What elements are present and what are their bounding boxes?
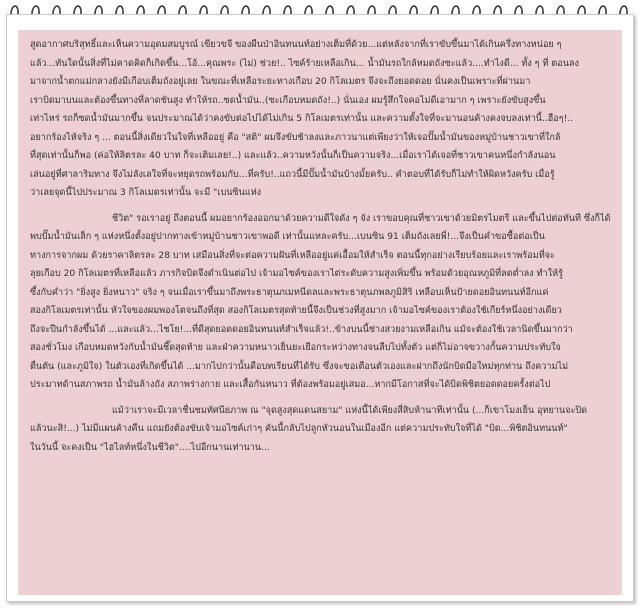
text-line: อยากร้องไห้จริง ๆ ... ตอนนี้สิ่งเดียวในใจที่เหลืออยู่ คือ "สติ" ผมจึงขับช้าลงและภาวนาแต่เพียงว่าให้เจอปั๊มน้ำมันของหมู่บ้านชาวเขาที่ใกล้ [30, 132, 561, 143]
text-line: เท่าไหร่ รถก็ซดน้ำมันมากขึ้น จนประมาณได้ว่าคงขับต่อไปได้ไม่เกิน 5 กิโลเมตรเท่านั้น และความตั้งใจที่จะมานอนค้างคงจบลงเท่านี้..ฮือๆ!.. [30, 114, 574, 124]
text-line: แม้ว่าเราจะมีเวลาชื่นชมทัศนียภาพ ณ "จุดสูงสุดแดนสยาม" แห่งนี้ได้เพียงสี่สิบห้านาทีเท่านั้น (...ก็เขาโมงเย็น อุทยานจะปิด [112, 405, 588, 416]
text-line: มาจากน้ำตกแม่กลางยังมีเกือบเต็มถังอยู่เลย ในขณะที่เหลือระยะทางเกือบ 20 กิโลเมตร จึงจะถึงยอดดอย นั่นคงเป็นเพราะที่ผ่านมา [30, 77, 531, 87]
text-line: ชีวิต" รอเราอยู่ ถึงตอนนี้ ผมอยากร้องออกมาด้วยความดีใจดัง ๆ จัง เราขอบคุณที่ชาวเขาด้วยมิตรไมตรี และขึ้นไปต่อทันที ซึ่งก็ได้ [112, 213, 610, 224]
text-line: สองกิโลเมตรเท่านั้น หัวใจของผมพองโตจนถึงที่สุด สองกิโลเมตรสุดท้ายนี้จึงเป็นช่วงที่สูงมาก เจ้ามอไซค์ของเราต้องใช้เกียร์หนึ่งอย่างเดียว [30, 306, 562, 316]
text-line: ซึ้งกับคำว่า "ยิ่งสูง ยิ่งหนาว" จริง ๆ จนเมื่อเราขึ้นมาถึงพระธาตุนภเมทนีดลและพระธาตุนภพลภูมิสิริ เหลือบเห็นป้ายดอยอินทนนท์อีกแค่ [30, 287, 549, 298]
text-line: แล้ว...ทันใดนั้นสิ่งที่ไม่คาดคิดก็เกิดขึ้น...โอ้...คุณพระ (ไม่) ช่วย!.. ไซค์ร้ายเหลือเกิน... น้ำมันรถใกล้หมดถังซะแล้ว....ทำไงดี... ทั้ง ๆ ที่ ตอนลง [30, 58, 579, 69]
text-line: ทางการจากผม ด้วยราคาลิตรละ 28 บาท เสมือนสิ่งที่จะต่อความฝันที่เหลืออยู่แค่เอื้อมให้สำเร็จ ตอนนี้ทุกอย่างเรียบร้อยและเราพร้อมที่จะ [30, 250, 555, 261]
article-body [18, 30, 622, 595]
paragraph-2 [30, 210, 610, 395]
text-line: แล้วนะสิ!...) ไม่มีแผนค้างคืน แถมยังต้องขับเจ้ามอไซค์เก่าๆ คันนี้กลับไปลูกหัวนอนในเมืองอีก แต่ความประทับใจที่ได้ "บิด...พิชิตอินทนนท์" [30, 424, 568, 434]
text-line: สองชั่วโมง เกือบหมดหวังกับน้ำมันชี๊ดสุดท้าย และฝ่าความหนาวเย็นยะเยือกระหว่างทางจนลืบไปทั้งตัว แต่ก็ไม่อาจขวางกั้นความประทับใจ [30, 343, 561, 353]
text-line: เล่นอยู่ที่ศาลาริมทาง จึงไม่ลังเลใจที่จะหยุดรถพร้อมกับ...ที่ครับ!..แถวนี้มีปั๊มน้ำมันบ้างมั้ยครับ.. คำตอบที่ได้รับก็ไม่ทำให้ผิดหวังครับ เมื่อรู้ [30, 169, 555, 180]
text-line: ว่าเลยจุดนี้ไปประมาณ 3 กิโลเมตรเท่านั้น จะมี "เบนซินแห่ง [30, 188, 262, 198]
text-line: สูดอากาศบริสุทธิ์และเห็นความอุดมสมบูรณ์ เขียวขจี ของผืนป่าอินทนนท์อย่างเต็มที่ด้วย...แต่หลังจากที่เราขับขึ้นมาได้เกินครึ่งทางหน่อย ๆ [30, 40, 562, 50]
text-line: ที่สุดเท่านั้นก็พอ (ค่อให้ลิตรละ 40 บาท ก็จะเติมเลย!..) และแล้ว..ความหวังนั้นก็เป็นความจริง...เมื่อเราได้เจอที่ชาวเขาคนหนึ่งกำลังนอน [30, 151, 556, 161]
text-line: พบปั๊มน้ำมันเล็ก ๆ แห่งหนึ่งตั้งอยู่ปากทางเข้าหมู่บ้านชาวเขาพอดี เท่านั้นแหละครับ...เบนซิน 91 เต็มถังเลยพี่!...จึงเป็นคำขอซื้อต่อเป็น [30, 232, 545, 242]
text-line: ในวันนี้ จะคงเป็น "ไฮไลท์หนึ่งในชีวิต"....ไปอีกนานเท่านาน... [30, 442, 270, 453]
text-line: ประมาทด้านสภาพรถ น้ำมันล้างถัง สภาพร่างกาย และเสื้อกันหนาว ที่ต้องพร้อมอยู่เสมอ...หากมีโอกาสที่จะได้บิดพิชิตยอดดอยครั้งต่อไป [30, 380, 551, 390]
text-line: ตื่นตัน (และภูมิใจ) ในตัวเองที่เกิดขึ้นได้ ...มากไปกว่านั้นคือบทเรียนที่ได้รับ ซึ่งจะขอเตือนตัวเองและฝากถึงนักบิดมือใหม่ทุกท่าน ถึงความไม่ [30, 361, 569, 372]
text-line: ถึงจะปีนกำลังขึ้นได้ ...และแล้ว...ไชโย!...ที่ดีสุดยอดดอยอินทนนท์สำเร็จแล้ว!..ข้างบนนี้ช่างสวยงามเหลือเกิน แม้จะต้องใช้เวลานิดขึ้นมากว่า [30, 324, 573, 335]
paragraph-1 [30, 36, 610, 203]
paragraph-3 [30, 402, 610, 458]
text-line: ลุยเกือบ 20 กิโลเมตรที่เหลือแล้ว ภารกิจบิดจึงดำเนินต่อไป เจ้ามอไซค์ของเราไต่ระดับความสูงเพิ่มขึ้น พร้อมด้วยอุณหภูมิที่ลดต่ำลง ทำให้รู้ [30, 269, 563, 279]
text-line: เราบิดมาบนและต้องขึ้นทางที่ลาดชันสูง ทำให้รถ..ซดน้ำมัน..(ซะเกือบหมดถัง!..) นั่นเอง ผมรู้สึกใจคอไม่ดีเอามาก ๆ เพราะยังขับสูงขึ้น [30, 95, 546, 106]
